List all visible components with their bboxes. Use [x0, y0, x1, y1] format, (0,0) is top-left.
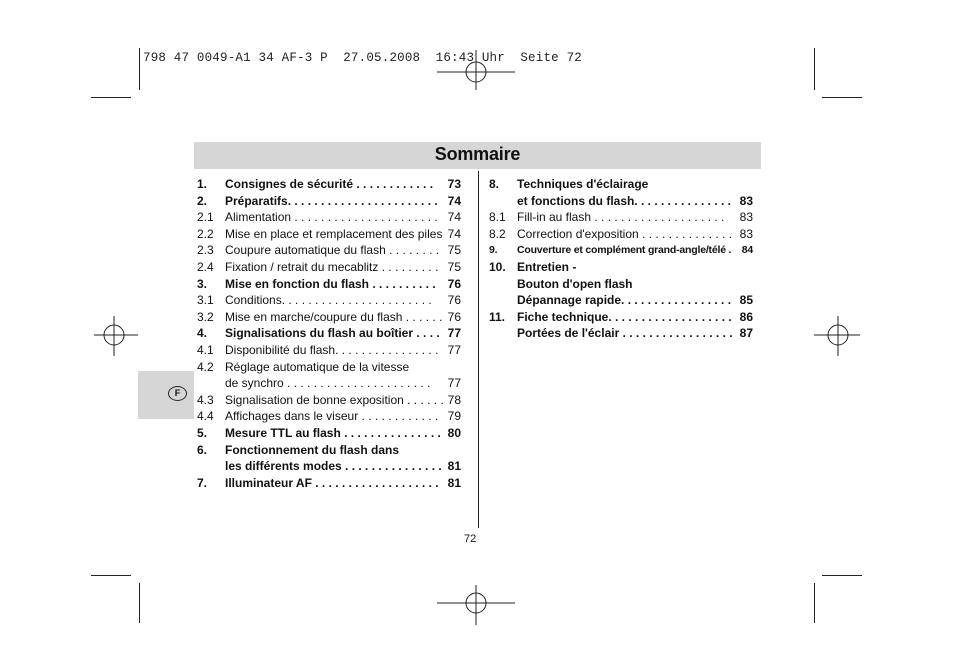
toc-entry — [489, 325, 753, 342]
toc-entry-title: Alimentation . . . . . . . . . . . . . . . . . . . . . . — [225, 210, 438, 225]
toc-entry-number — [489, 292, 517, 309]
toc-entry-title: Fixation / retrait du mecablitz . . . . . . . . . — [225, 259, 439, 274]
toc-entry-title: de synchro . . . . . . . . . . . . . . . . . . . . . . — [225, 376, 431, 391]
toc-entry-number: 4.4 — [197, 409, 214, 424]
toc-entry-number: 5. — [197, 425, 208, 440]
toc-entry-title: Signalisations du flash au boîtier . . . . — [225, 326, 440, 341]
toc-entry-title: Mise en marche/coupure du flash . . . . . . — [225, 309, 443, 324]
toc-entry — [197, 392, 461, 409]
toc-entry-title: Portées de l'éclair . . . . . . . . . . . . . . . . . — [517, 326, 733, 341]
toc-entry-number: 4.3 — [197, 392, 214, 407]
toc-entry-title: Signalisation de bonne exposition . . . . . . — [225, 392, 444, 407]
crop-mark — [139, 48, 140, 90]
crop-mark — [822, 575, 862, 576]
toc-entry-number — [197, 458, 225, 475]
toc-entry — [489, 242, 753, 259]
toc-entry-title: Fill-in au flash . . . . . . . . . . . . . . . . . . . . — [517, 210, 725, 225]
toc-entry — [489, 209, 753, 226]
toc-entry-number: 8.2 — [489, 226, 506, 241]
toc-entry-title: Mise en fonction du flash . . . . . . . . . . — [225, 276, 436, 291]
toc-entry — [197, 375, 461, 392]
toc-entry-page: 83 — [739, 210, 753, 225]
toc-entry-title: Dépannage rapide. . . . . . . . . . . . . . . . . — [517, 293, 732, 308]
toc-entry — [489, 176, 753, 193]
toc-entry-number: 10. — [489, 259, 506, 274]
toc-entry-number: 4.1 — [197, 342, 214, 357]
toc-entry-page: 77 — [447, 342, 461, 357]
toc-entry-number: 8. — [489, 177, 500, 191]
toc-entry-page: 86 — [739, 309, 753, 324]
toc-entry-page: 85 — [739, 293, 753, 308]
crop-mark — [91, 97, 131, 98]
toc-entry-page: 77 — [447, 376, 461, 391]
toc-entry-page: 75 — [447, 259, 461, 274]
toc-entry — [197, 176, 461, 193]
toc-entry-number: 6. — [197, 442, 208, 457]
toc-entry — [197, 292, 461, 309]
toc-entry — [489, 226, 753, 243]
toc-entry-title: les différents modes . . . . . . . . . . . . . . . — [225, 459, 442, 474]
toc-entry-page: 87 — [739, 326, 753, 341]
toc-entry — [197, 359, 461, 376]
crop-mark — [814, 583, 815, 623]
registration-mark-bottom — [437, 580, 515, 630]
toc-entry-number: 2.4 — [197, 259, 214, 274]
toc-entry — [197, 193, 461, 210]
toc-entry — [197, 408, 461, 425]
toc-entry-number: 3.1 — [197, 293, 214, 308]
toc-entry-title: Illuminateur AF . . . . . . . . . . . . . . . . . . . — [225, 475, 439, 490]
toc-entry — [197, 325, 461, 342]
toc-entry — [197, 259, 461, 276]
toc-entry-number: 8.1 — [489, 210, 506, 225]
toc-entry-number: 4. — [197, 326, 208, 341]
toc-entry-number — [197, 375, 225, 392]
column-divider — [478, 171, 479, 528]
toc-entry-number: 3. — [197, 276, 208, 291]
toc-entry-page: 78 — [447, 392, 461, 407]
toc-entry-page: 77 — [447, 326, 461, 341]
toc-entry-number: 1. — [197, 177, 208, 191]
toc-entry — [197, 458, 461, 475]
toc-entry-page: 74 — [447, 210, 461, 225]
registration-mark-right — [814, 316, 864, 358]
toc-entry-number — [489, 276, 517, 293]
language-badge: F — [168, 386, 187, 401]
toc-entry-title: Fiche technique. . . . . . . . . . . . . . . . . . . — [517, 309, 732, 324]
toc-entry-page: 76 — [447, 309, 461, 324]
toc-entry-number: 9. — [489, 244, 498, 257]
page-title: Sommaire — [434, 144, 521, 164]
toc-entry-page: 76 — [447, 293, 461, 308]
toc-entry-number: 11. — [489, 309, 506, 324]
toc-entry-title: Consignes de sécurité . . . . . . . . . . . . — [225, 177, 434, 191]
toc-entry-page: 75 — [447, 243, 461, 258]
toc-entry-number: 2.3 — [197, 243, 214, 258]
toc-entry-page: 83 — [739, 226, 753, 241]
crop-mark — [822, 97, 862, 98]
crop-mark — [814, 48, 815, 90]
toc-entry-title: Entretien - — [517, 259, 577, 274]
toc-entry-title: Coupure automatique du flash . . . . . . . . — [225, 243, 440, 258]
crop-mark — [91, 575, 131, 576]
print-slug: 798 47 0049-A1 34 AF-3 P 27.05.2008 16:43 Uhr Seite 72 — [143, 51, 582, 65]
registration-mark-left — [90, 316, 140, 358]
toc-entry-title: Affichages dans le viseur . . . . . . . . . . . . — [225, 409, 439, 424]
page-number: 72 — [464, 533, 477, 545]
toc-entry — [197, 342, 461, 359]
toc-entry — [489, 309, 753, 326]
toc-entry-title: Correction d'exposition . . . . . . . . . . . . . . — [517, 226, 733, 241]
toc-entry-title: Techniques d'éclairage — [517, 177, 649, 191]
toc-entry-title: Disponibilité du flash. . . . . . . . . . . . . . . . — [225, 342, 439, 357]
title-bar — [194, 142, 761, 169]
toc-entry — [489, 259, 753, 276]
toc-entry — [197, 425, 461, 442]
toc-entry-title: Mise en place et remplacement des piles — [225, 226, 443, 241]
toc-entry — [489, 193, 753, 210]
toc-entry-title: Mesure TTL au flash . . . . . . . . . . . . . . . — [225, 425, 441, 440]
language-tab — [138, 371, 194, 419]
toc-entry-page: 74 — [447, 226, 461, 241]
toc-entry-number — [489, 193, 517, 210]
toc-entry-title: Réglage automatique de la vitesse — [225, 359, 410, 374]
toc-entry — [197, 276, 461, 293]
toc-entry-title: Conditions. . . . . . . . . . . . . . . . . . . . . . . — [225, 293, 432, 308]
toc-entry — [197, 226, 461, 243]
toc-right-column — [489, 176, 753, 342]
toc-entry-number: 4.2 — [197, 359, 214, 374]
toc-entry-page: 73 — [447, 177, 461, 191]
toc-entry-title: Fonctionnement du flash dans — [225, 442, 400, 457]
toc-entry-title: Bouton d'open flash — [517, 276, 633, 291]
toc-entry — [197, 209, 461, 226]
toc-entry-page: 76 — [447, 276, 461, 291]
toc-entry — [197, 309, 461, 326]
toc-entry-number: 2. — [197, 193, 208, 208]
toc-entry-page: 80 — [447, 425, 461, 440]
toc-entry-title: Préparatifs. . . . . . . . . . . . . . . . . . . . . . . — [225, 193, 438, 208]
toc-entry — [197, 475, 461, 492]
toc-entry-page: 79 — [447, 409, 461, 424]
toc-entry-title: Couverture et complément grand-angle/télé . — [517, 244, 732, 257]
toc-entry-page: 81 — [447, 475, 461, 490]
toc-entry-number: 7. — [197, 475, 208, 490]
toc-entry-page: 83 — [739, 193, 753, 208]
toc-entry-page: 84 — [741, 244, 753, 257]
toc-entry — [489, 292, 753, 309]
toc-entry — [197, 242, 461, 259]
crop-mark — [139, 583, 140, 623]
toc-entry-page: 81 — [447, 459, 461, 474]
toc-entry-number — [489, 325, 517, 342]
toc-entry-page: 74 — [447, 193, 461, 208]
toc-entry — [197, 442, 461, 459]
toc-entry-title: et fonctions du flash. . . . . . . . . . . . . . . — [517, 193, 732, 208]
toc-entry — [489, 276, 753, 293]
toc-entry-number: 2.1 — [197, 210, 214, 225]
toc-left-column — [197, 176, 461, 491]
toc-entry-number: 3.2 — [197, 309, 214, 324]
toc-entry-number: 2.2 — [197, 226, 214, 241]
